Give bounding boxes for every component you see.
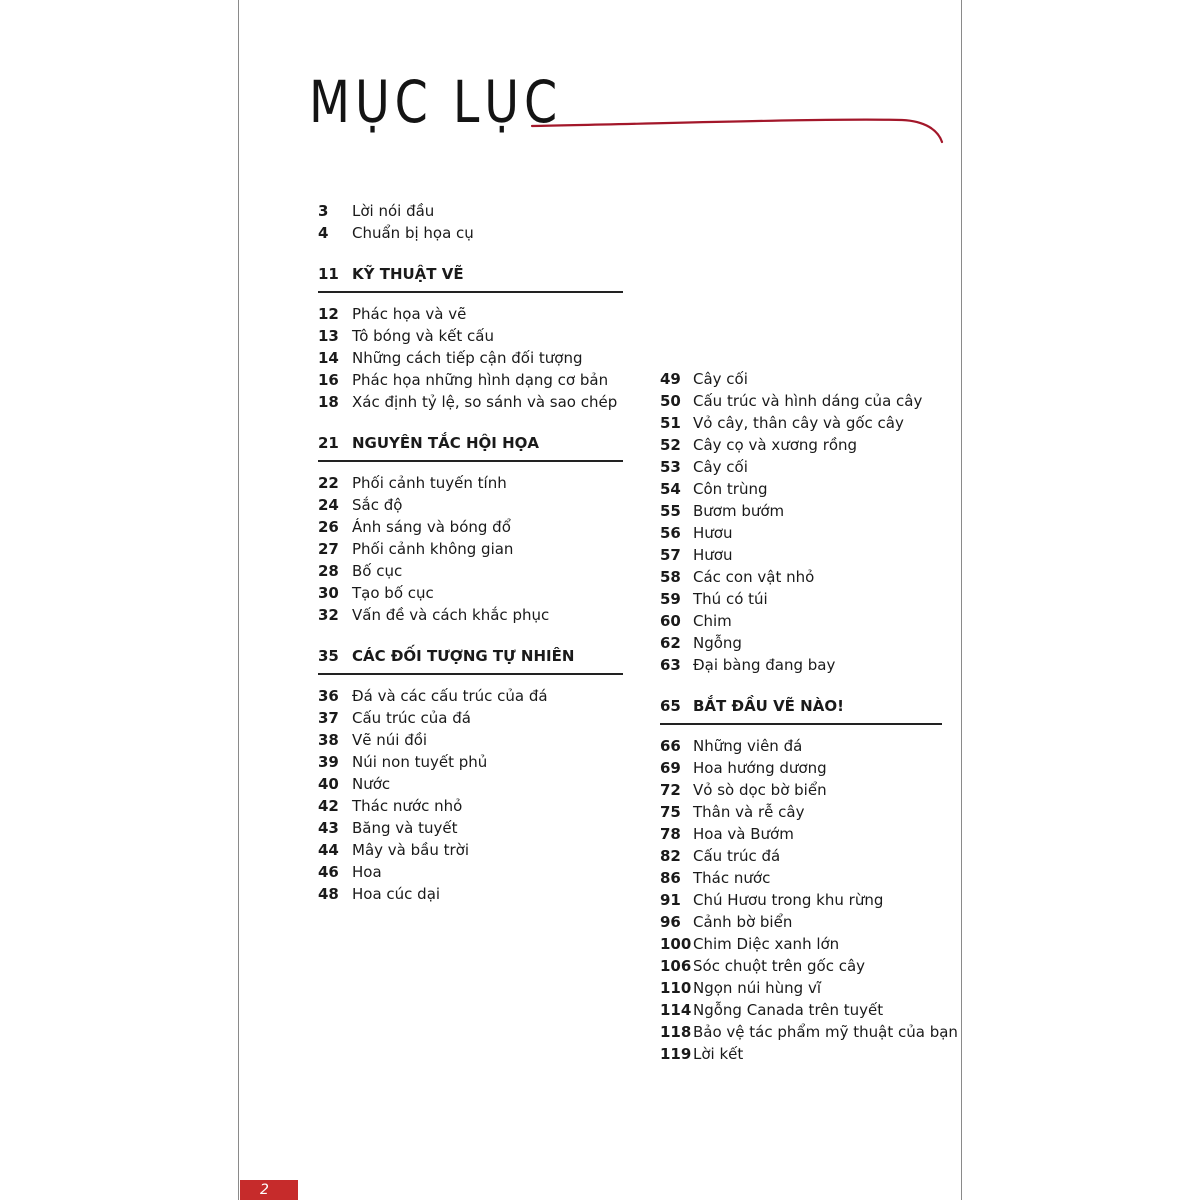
entry-page: 39 (318, 753, 339, 771)
entry-title: Vấn đề và cách khắc phục (352, 606, 550, 624)
toc-section-ky-thuat-ve (318, 262, 638, 413)
toc-entry[interactable] (660, 801, 950, 823)
entry-title: Hươu (693, 524, 733, 542)
entry-page: 44 (318, 841, 339, 859)
entry-page: 51 (660, 414, 681, 432)
toc-entry[interactable] (318, 773, 638, 795)
toc-entry[interactable] (660, 867, 950, 889)
section-heading[interactable] (318, 262, 623, 293)
title-underline-swash (530, 100, 950, 160)
entry-page: 4 (318, 224, 329, 242)
entry-title: Hoa hướng dương (693, 759, 827, 777)
toc-entry[interactable] (660, 390, 950, 412)
entry-page: 119 (660, 1045, 692, 1063)
entry-title: Tô bóng và kết cấu (352, 327, 494, 345)
entry-title: Lời kết (693, 1045, 744, 1063)
toc-entry[interactable] (318, 538, 638, 560)
toc-entry[interactable] (660, 977, 950, 999)
toc-entry[interactable] (318, 839, 638, 861)
entry-title: Vỏ cây, thân cây và gốc cây (693, 414, 904, 432)
entry-page: 37 (318, 709, 339, 727)
entry-title: Đại bàng đang bay (693, 656, 836, 674)
toc-entry[interactable] (318, 200, 638, 222)
toc-entry[interactable] (660, 654, 950, 676)
entry-page: 58 (660, 568, 681, 586)
toc-entry[interactable] (660, 412, 950, 434)
toc-entry[interactable] (660, 610, 950, 632)
toc-entry[interactable] (660, 1043, 950, 1065)
toc-entry[interactable] (660, 955, 950, 977)
toc-entry[interactable] (318, 472, 638, 494)
entry-title: Cấu trúc của đá (352, 709, 471, 727)
toc-entry[interactable] (318, 817, 638, 839)
entry-page: 30 (318, 584, 339, 602)
entry-page: 28 (318, 562, 339, 580)
entry-title: Tạo bố cục (352, 584, 434, 602)
toc-entry[interactable] (660, 566, 950, 588)
entry-page: 82 (660, 847, 681, 865)
entry-title: Phối cảnh không gian (352, 540, 514, 558)
entry-page: 118 (660, 1023, 692, 1041)
entry-page: 27 (318, 540, 339, 558)
toc-entry[interactable] (318, 883, 638, 905)
toc-entry[interactable] (660, 500, 950, 522)
entry-page: 52 (660, 436, 681, 454)
entry-page: 22 (318, 474, 339, 492)
entry-page: 46 (318, 863, 339, 881)
toc-section-nguyen-tac-hoi-hoa (318, 431, 638, 626)
toc-entry[interactable] (660, 889, 950, 911)
entry-title: Lời nói đầu (352, 202, 435, 220)
entry-page: 18 (318, 393, 339, 411)
toc-column-left (318, 200, 638, 905)
toc-entry[interactable] (318, 516, 638, 538)
entry-title: Các con vật nhỏ (693, 568, 815, 586)
entry-title: Cấu trúc đá (693, 847, 781, 865)
toc-entry[interactable] (318, 347, 638, 369)
entry-title: Những viên đá (693, 737, 803, 755)
entry-title: Chim Diệc xanh lớn (693, 935, 840, 953)
section-title: NGUYÊN TẮC HỘI HỌA (352, 434, 540, 452)
entry-title: Hoa (352, 863, 382, 881)
toc-entry[interactable] (660, 911, 950, 933)
toc-entry[interactable] (660, 757, 950, 779)
entry-title: Nước (352, 775, 391, 793)
toc-entry[interactable] (660, 735, 950, 757)
entry-page: 24 (318, 496, 339, 514)
entry-page: 114 (660, 1001, 692, 1019)
entry-title: Côn trùng (693, 480, 768, 498)
toc-entry[interactable] (318, 604, 638, 626)
page-title: MỤC LỤC (309, 68, 563, 136)
entry-page: 86 (660, 869, 681, 887)
entry-page: 43 (318, 819, 339, 837)
toc-entry[interactable] (660, 588, 950, 610)
toc-entry[interactable] (318, 751, 638, 773)
entry-title: Ngỗng (693, 634, 742, 652)
toc-entry[interactable] (318, 795, 638, 817)
entry-title: Phác họa và vẽ (352, 305, 467, 323)
toc-entry[interactable] (318, 325, 638, 347)
entry-page: 78 (660, 825, 681, 843)
entry-title: Những cách tiếp cận đối tượng (352, 349, 583, 367)
entry-title: Chim (693, 612, 732, 630)
section-page: 21 (318, 434, 339, 452)
entry-title: Ngọn núi hùng vĩ (693, 979, 821, 997)
entry-title: Mây và bầu trời (352, 841, 469, 859)
section-title: KỸ THUẬT VẼ (352, 265, 464, 283)
entry-page: 69 (660, 759, 681, 777)
entry-page: 16 (318, 371, 339, 389)
section-heading[interactable] (318, 644, 623, 675)
entry-page: 14 (318, 349, 339, 367)
entry-page: 55 (660, 502, 681, 520)
toc-entry[interactable] (318, 861, 638, 883)
toc-entry[interactable] (318, 685, 638, 707)
entry-page: 42 (318, 797, 339, 815)
entry-title: Ánh sáng và bóng đổ (352, 518, 511, 536)
section-heading[interactable] (318, 431, 623, 462)
section-page: 11 (318, 265, 339, 283)
entry-title: Ngỗng Canada trên tuyết (693, 1001, 884, 1019)
section-title: BẮT ĐẦU VẼ NÀO! (693, 697, 844, 715)
entry-page: 3 (318, 202, 329, 220)
toc-entry[interactable] (318, 222, 638, 244)
entry-title: Phác họa những hình dạng cơ bản (352, 371, 609, 389)
entry-page: 63 (660, 656, 681, 674)
entry-page: 60 (660, 612, 681, 630)
entry-page: 50 (660, 392, 681, 410)
toc-entry[interactable] (660, 544, 950, 566)
toc-entry[interactable] (318, 369, 638, 391)
entry-page: 12 (318, 305, 339, 323)
entry-title: Vẽ núi đồi (352, 731, 428, 749)
entry-title: Phối cảnh tuyến tính (352, 474, 507, 492)
entry-page: 59 (660, 590, 681, 608)
entry-page: 66 (660, 737, 681, 755)
toc-entry[interactable] (660, 368, 950, 390)
toc-entry[interactable] (660, 779, 950, 801)
entry-title: Bố cục (352, 562, 403, 580)
entry-title: Thân và rễ cây (693, 803, 805, 821)
entry-title: Cây cọ và xương rồng (693, 436, 858, 454)
entry-page: 106 (660, 957, 692, 975)
entry-title: Thú có túi (693, 590, 768, 608)
entry-title: Cây cối (693, 458, 748, 476)
entry-title: Sắc độ (352, 496, 403, 514)
entry-page: 57 (660, 546, 681, 564)
entry-page: 48 (318, 885, 339, 903)
toc-entry[interactable] (660, 522, 950, 544)
entry-page: 75 (660, 803, 681, 821)
entry-title: Vỏ sò dọc bờ biển (693, 781, 827, 799)
toc-entry[interactable] (660, 823, 950, 845)
section-title: CÁC ĐỐI TƯỢNG TỰ NHIÊN (352, 647, 575, 665)
toc-entry[interactable] (660, 845, 950, 867)
entry-title: Hoa cúc dại (352, 885, 441, 903)
entry-title: Cấu trúc và hình dáng của cây (693, 392, 923, 410)
entry-title: Sóc chuột trên gốc cây (693, 957, 866, 975)
entry-title: Đá và các cấu trúc của đá (352, 687, 548, 705)
entry-page: 62 (660, 634, 681, 652)
entry-title: Bươm bướm (693, 502, 785, 520)
toc-entry[interactable] (660, 632, 950, 654)
section-page: 65 (660, 697, 681, 715)
entry-page: 96 (660, 913, 681, 931)
toc-entry[interactable] (318, 729, 638, 751)
entry-page: 38 (318, 731, 339, 749)
toc-entry[interactable] (318, 582, 638, 604)
toc-entry[interactable] (318, 391, 638, 413)
entry-page: 49 (660, 370, 681, 388)
toc-column-right (660, 368, 958, 1065)
toc-section-bat-dau-ve-nao (660, 694, 958, 1065)
toc-entry[interactable] (660, 933, 950, 955)
entry-page: 53 (660, 458, 681, 476)
section-page: 35 (318, 647, 339, 665)
toc-intro (318, 200, 638, 244)
toc-entry[interactable] (660, 999, 950, 1021)
toc-entry[interactable] (318, 303, 638, 325)
entry-page: 13 (318, 327, 339, 345)
entry-title: Hoa và Bướm (693, 825, 794, 843)
entry-page: 72 (660, 781, 681, 799)
entry-page: 91 (660, 891, 681, 909)
entry-page: 40 (318, 775, 339, 793)
entry-page: 26 (318, 518, 339, 536)
entry-page: 56 (660, 524, 681, 542)
toc-entry[interactable] (660, 456, 950, 478)
entry-page: 54 (660, 480, 681, 498)
toc-section-cac-doi-tuong-tu-nhien (318, 644, 638, 905)
page-number-badge: 2 (240, 1180, 298, 1200)
toc-entry[interactable] (660, 478, 950, 500)
entry-page: 110 (660, 979, 692, 997)
entry-page: 36 (318, 687, 339, 705)
toc-entry[interactable] (318, 494, 638, 516)
toc-entry[interactable] (318, 560, 638, 582)
entry-title: Băng và tuyết (352, 819, 458, 837)
entry-title: Thác nước (693, 869, 771, 887)
toc-continued-items (660, 368, 950, 676)
entry-title: Núi non tuyết phủ (352, 753, 488, 771)
entry-title: Xác định tỷ lệ, so sánh và sao chép (352, 393, 618, 411)
entry-title: Cây cối (693, 370, 748, 388)
toc-entry[interactable] (318, 707, 638, 729)
toc-entry[interactable] (660, 434, 950, 456)
entry-title: Hươu (693, 546, 733, 564)
toc-entry[interactable] (660, 1021, 958, 1043)
entry-page: 100 (660, 935, 692, 953)
section-heading[interactable] (660, 694, 942, 725)
entry-title: Chuẩn bị họa cụ (352, 224, 474, 242)
entry-title: Cảnh bờ biển (693, 913, 793, 931)
entry-title: Bảo vệ tác phẩm mỹ thuật của bạn (693, 1023, 958, 1041)
entry-title: Thác nước nhỏ (352, 797, 463, 815)
entry-title: Chú Hươu trong khu rừng (693, 891, 884, 909)
entry-page: 32 (318, 606, 339, 624)
